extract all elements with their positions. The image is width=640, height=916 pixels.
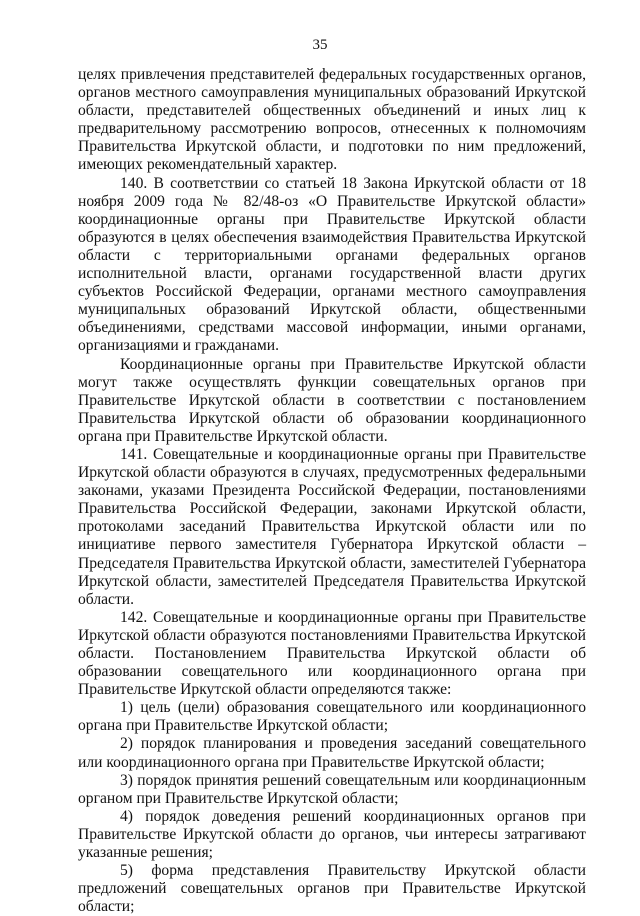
list-item-142-4: 4) порядок доведения решений координационных органов при Правительстве Иркутской области до органов, чьи интересы затрагивают указанные решения; <box>78 807 586 862</box>
list-item-142-3: 3) порядок принятия решений совещательным или координационным органом при Правительстве Иркутской области; <box>78 771 586 807</box>
list-item-142-5: 5) форма представления Правительству Иркутской области предложений совещательных органов при Правительстве Иркутской области; <box>78 862 586 916</box>
paragraph-141: 141. Совещательные и координационные органы при Правительстве Иркутской области образуются в случаях, предусмотренных федеральными законами, указами Президента Российской Федерации, постановлениями Правительства Российской Федерации, законами Иркутской области, протоколами заседаний Правительства Иркутской области или по инициативе первого заместителя Губернатора Иркутской области – Председателя Правительства Иркутской области, заместителей Губернатора Иркутской области, заместителей Председателя Правительства Иркутской области. <box>78 445 586 608</box>
paragraph-142: 142. Совещательные и координационные органы при Правительстве Иркутской области образуются постановлениями Правительства Иркутской области. Постановлением Правительства Иркутской области об образовании совещательного или координационного органа при Правительстве Иркутской области определяются также: <box>78 608 586 699</box>
paragraph-140: 140. В соответствии со статьей 18 Закона Иркутской области от 18 ноября 2009 года № 82/48-оз «О Правительстве Иркутской области» координационные органы при Правительстве Иркутской области образуются в целях обеспечения взаимодействия Правительства Иркутской области с территориальными органами федеральных органов исполнительной власти, органами государственной власти других субъектов Российской Федерации, органами местного самоуправления муниципальных образований Иркутской области, общественными объединениями, средствами массовой информации, иными органами, организациями и гражданами. <box>78 174 586 355</box>
paragraph-140-coordination: Координационные органы при Правительстве Иркутской области могут также осуществлять функции совещательных органов при Правительстве Иркутской области в соответствии с постановлением Правительства Иркутской области об образовании координационного органа при Правительстве Иркутской области. <box>78 355 586 445</box>
document-body <box>78 66 586 916</box>
list-item-142-2: 2) порядок планирования и проведения заседаний совещательного или координационного органа при Правительстве Иркутской области; <box>78 735 586 771</box>
paragraph-continuation: целях привлечения представителей федеральных государственных органов, органов местного самоуправления муниципальных образований Иркутской области, представителей общественных объединений и иных лиц к предварительному рассмотрению вопросов, отнесенных к полномочиям Правительства Иркутской области, и подготовки по ним предложений, имеющих рекомендательный характер. <box>78 66 586 174</box>
page-number: 35 <box>312 37 328 53</box>
list-item-142-1: 1) цель (цели) образования совещательного или координационного органа при Правительстве Иркутской области; <box>78 699 586 735</box>
